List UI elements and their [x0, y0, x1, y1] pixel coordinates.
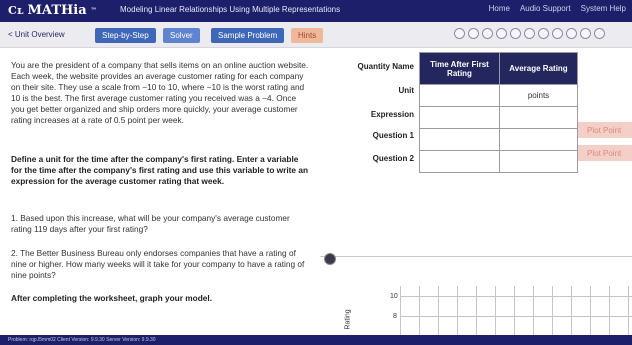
grid-line: [628, 286, 629, 336]
grid-line: [438, 286, 439, 336]
nav-audio-support[interactable]: Audio Support: [519, 4, 571, 13]
grid-line: [419, 286, 420, 336]
expression-rating-cell[interactable]: [500, 107, 578, 129]
progress-dot: [482, 28, 493, 39]
progress-dot: [552, 28, 563, 39]
progress-dot: [510, 28, 521, 39]
progress-dot: [524, 28, 535, 39]
graph-area[interactable]: [400, 286, 632, 336]
q1-rating-cell[interactable]: [500, 129, 578, 151]
grid-line: [533, 286, 534, 336]
y-tick-8: 8: [393, 313, 397, 320]
table-row: [420, 107, 578, 129]
table-row: [420, 85, 578, 107]
grid-line: [400, 316, 632, 317]
unit-overview-link[interactable]: < Unit Overview: [8, 30, 65, 39]
progress-dot: [454, 28, 465, 39]
worksheet-table: [419, 52, 578, 173]
graph-instruction: After completing the worksheet, graph your model.: [11, 293, 212, 303]
version-footer: Problem: rqp.l5mm02 Client Version: 9.9.30 Server Version: 9.9.30: [0, 335, 632, 345]
row-label-unit: Unit: [398, 86, 414, 95]
progress-dot: [538, 28, 549, 39]
row-label-question-2: Question 2: [372, 154, 414, 163]
grid-line: [514, 286, 515, 336]
hints-button[interactable]: Hints: [291, 28, 323, 43]
solver-button[interactable]: Solver: [163, 28, 200, 43]
question-2-text: 2. The Better Business Bureau only endorses companies that have a rating of nine or higher. How many weeks will it take for your company to have a rating of nine points?: [11, 248, 305, 280]
grid-line: [552, 286, 553, 336]
row-label-question-1: Question 1: [372, 131, 414, 140]
step-by-step-button[interactable]: Step-by-Step: [95, 28, 156, 43]
brand-trademark: ™: [90, 7, 97, 14]
grid-line: [495, 286, 496, 336]
grid-line: [609, 286, 610, 336]
top-nav: [489, 4, 626, 13]
table-row: [420, 129, 578, 151]
grid-line: [571, 286, 572, 336]
question-1-text: 1. Based upon this increase, what will be your company's average customer rating 119 days after your first rating?: [11, 213, 290, 234]
sample-problem-button[interactable]: Sample Problem: [211, 28, 284, 43]
carnegie-logo-icon: Cʟ: [8, 4, 24, 17]
nav-system-help[interactable]: System Help: [580, 4, 626, 13]
lesson-title: Modeling Linear Relationships Using Multiple Representations: [120, 5, 341, 14]
q1-time-cell[interactable]: [420, 129, 500, 151]
progress-dot: [566, 28, 577, 39]
grid-line: [590, 286, 591, 336]
y-axis-title: Rating: [344, 309, 352, 330]
problem-intro: You are the president of a company that sells items on an online auction website. Each week, the website provides an average customer rating for each company on their site. They use a scale from −10 to 10, where −10 is the worst rating and 10 is the best. The first average customer rating you received was a −4. Once you get better organized and ship orders more quickly, your average customer rating increases at a rate of 0.5 point per week.: [11, 60, 309, 125]
progress-dot: [496, 28, 507, 39]
progress-indicator: [454, 28, 605, 39]
grid-line: [400, 296, 632, 297]
section-divider: [320, 256, 632, 257]
progress-dot: [594, 28, 605, 39]
q2-time-cell[interactable]: [420, 151, 500, 173]
unit-rating-cell: points: [500, 85, 578, 107]
mouse-cursor-icon: [324, 253, 336, 265]
row-label-expression: Expression: [370, 110, 414, 119]
y-tick-10: 10: [390, 293, 398, 300]
app-header: [0, 0, 632, 22]
define-unit-prompt: Define a unit for the time after the company's first rating. Enter a variable for the time after the company's first rating and use this variable to write an expression for the average customer rating that week.: [11, 154, 309, 186]
grid-line: [400, 286, 401, 336]
plot-point-button-2[interactable]: Plot Point: [578, 145, 632, 161]
row-label-quantity-name: Quantity Name: [357, 62, 414, 71]
brand: [8, 3, 97, 18]
expression-time-cell[interactable]: [420, 107, 500, 129]
plot-point-button-1[interactable]: Plot Point: [578, 122, 632, 138]
table-row: [420, 151, 578, 173]
unit-time-cell[interactable]: [420, 85, 500, 107]
column-header-time: Time After First Rating: [420, 53, 500, 85]
worksheet-header-row: [420, 53, 578, 85]
progress-dot: [468, 28, 479, 39]
nav-home[interactable]: Home: [488, 4, 510, 13]
progress-dot: [580, 28, 591, 39]
grid-line: [457, 286, 458, 336]
column-header-average-rating: Average Rating: [500, 53, 578, 85]
brand-name: MATHia: [27, 3, 87, 18]
grid-line: [476, 286, 477, 336]
q2-rating-cell[interactable]: [500, 151, 578, 173]
